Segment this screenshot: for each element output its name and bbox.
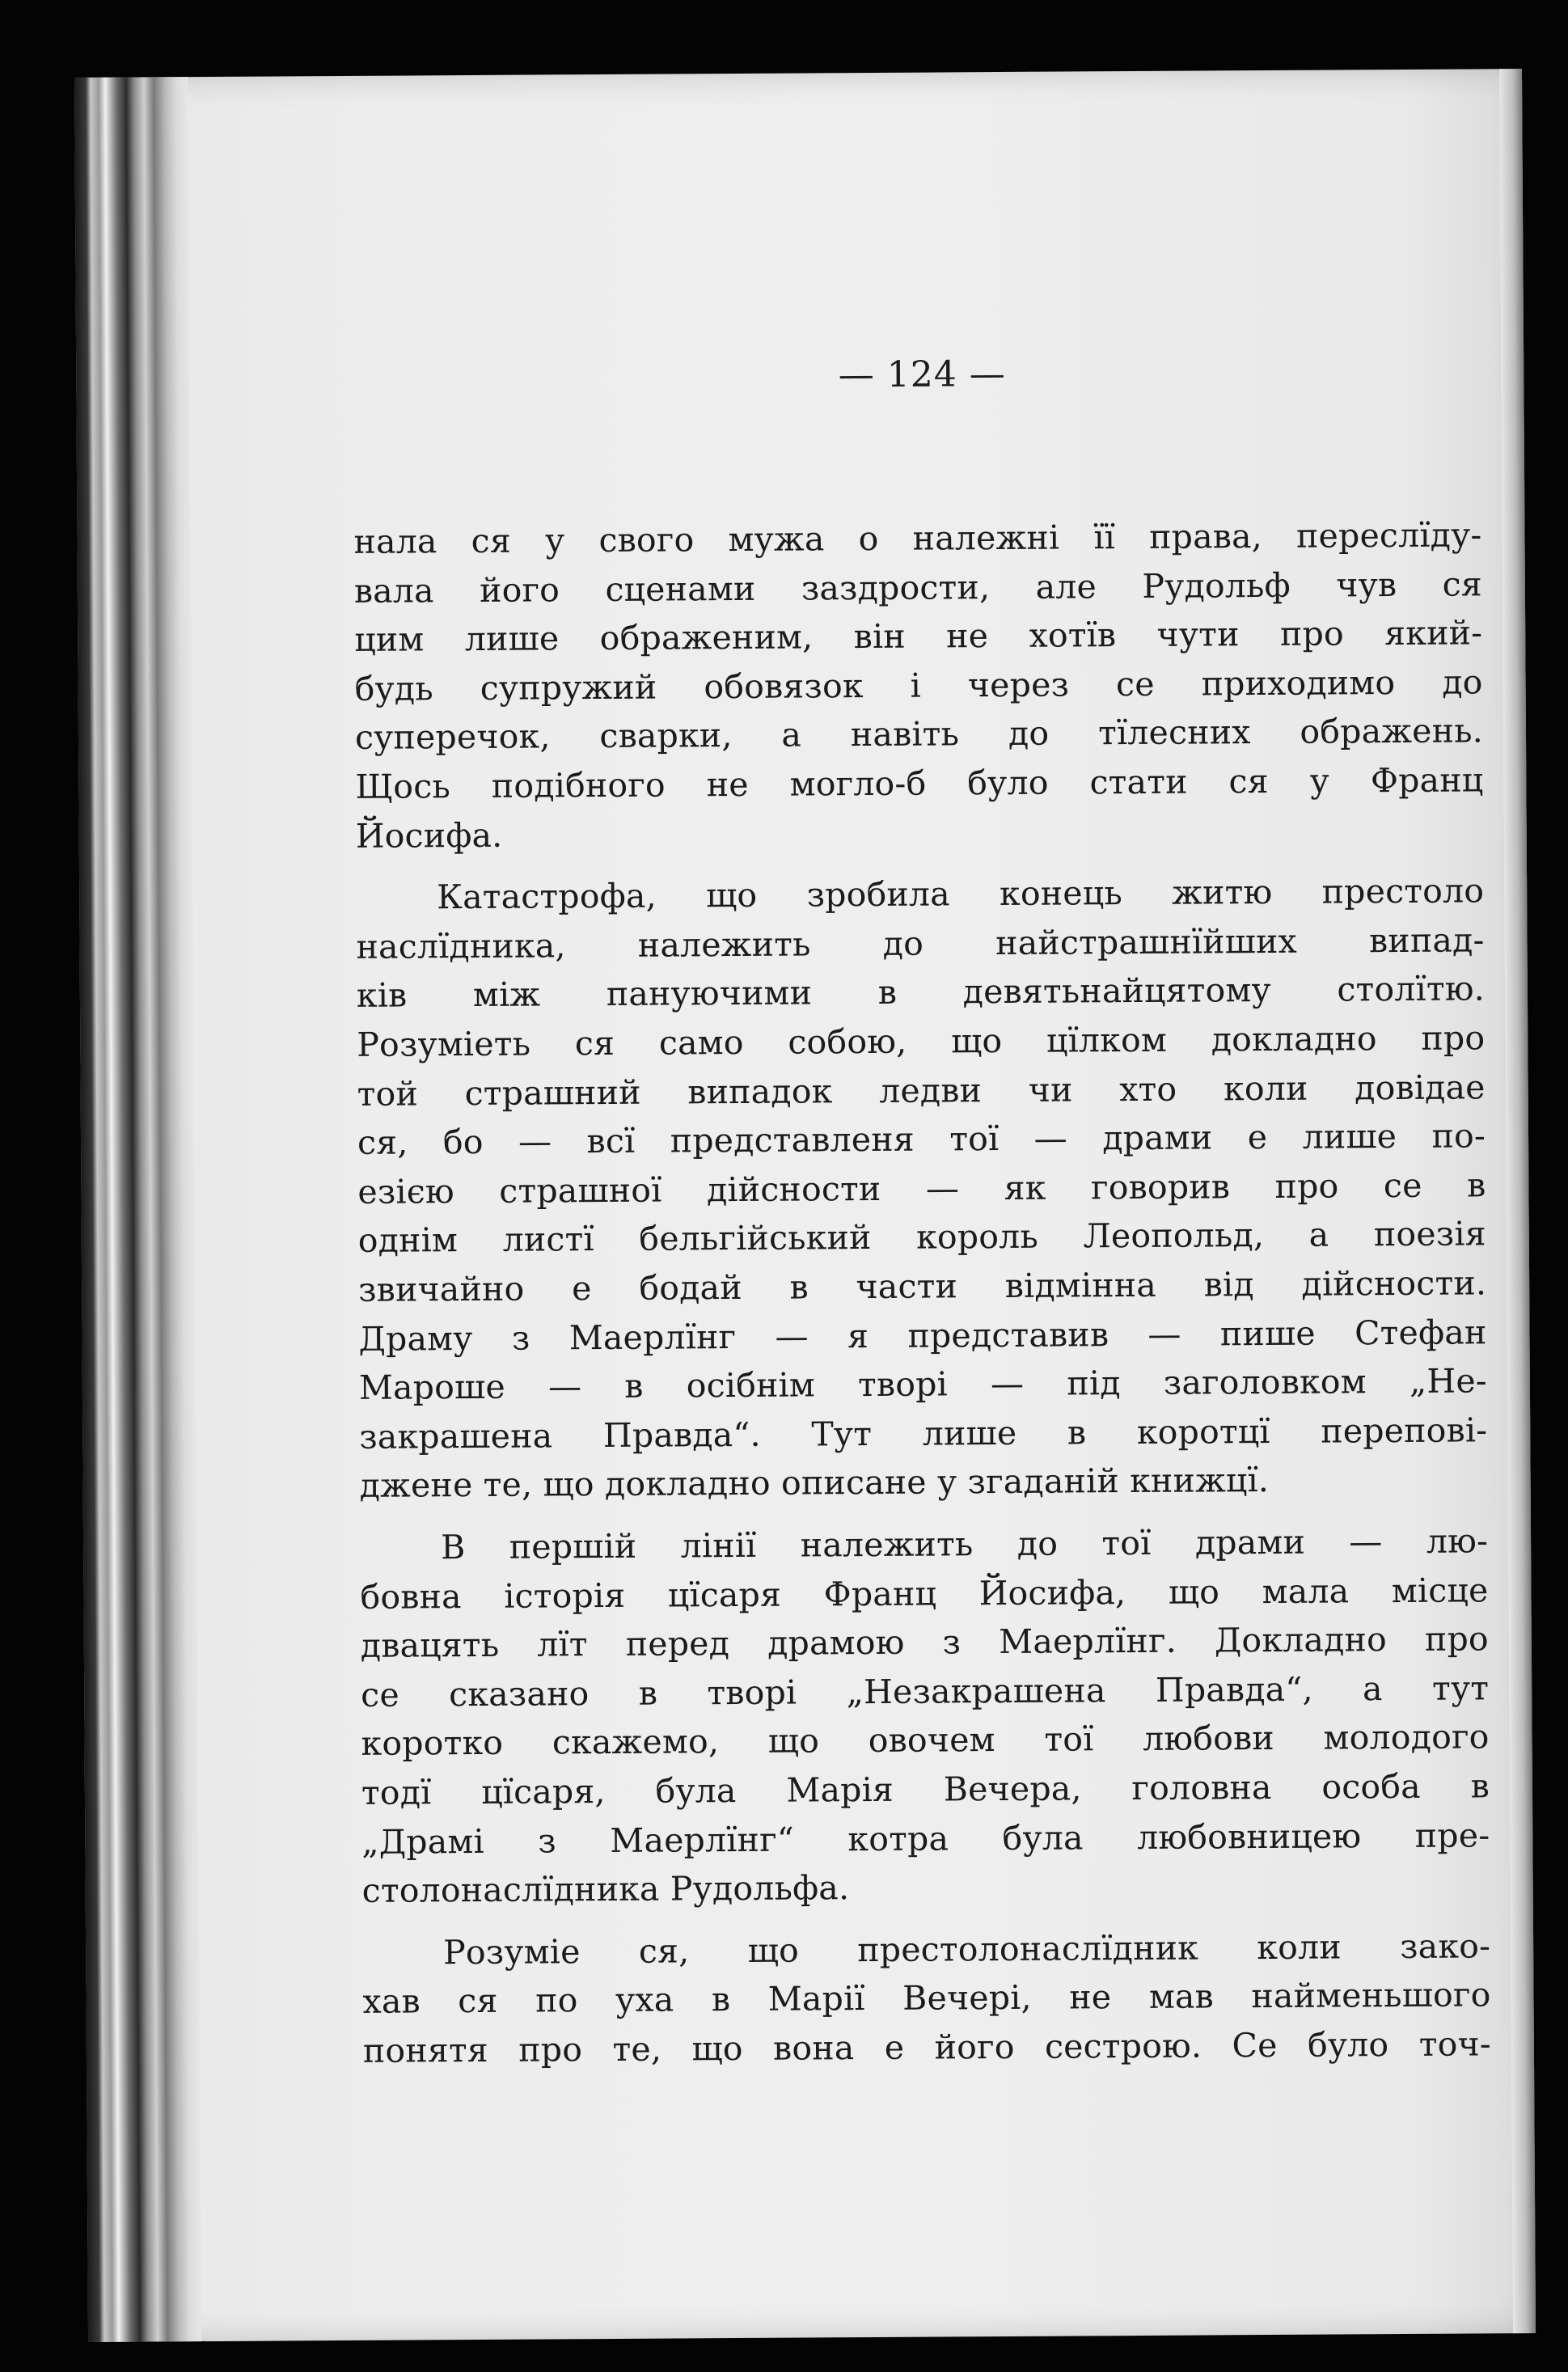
text-line: Мароше — в осібнім творі — під заголовком „Не- bbox=[358, 1361, 1488, 1407]
text-line: однім листї бельгійський король Леопольд, а поезія bbox=[357, 1214, 1486, 1260]
text-line: суперечок, сварки, а навіть до тїлесних ображень. bbox=[354, 711, 1484, 757]
page-right-edge bbox=[1499, 69, 1536, 2333]
text-line: будь супружий обовязок і через се приходимо до bbox=[354, 662, 1483, 708]
text-line: Щось подібного не могло-б було стати ся у Франц bbox=[355, 760, 1484, 806]
text-line: „Драмі з Маерлїнг“ котра була любовницею пре- bbox=[361, 1816, 1490, 1862]
text-line: коротко скажемо, що овочем тої любови молодого bbox=[361, 1717, 1490, 1763]
text-line: вала його сценами заздрости, але Рудольф чув ся bbox=[353, 564, 1483, 611]
text-line: се сказано в творі „Незакрашена Правда“, а тут bbox=[361, 1668, 1490, 1715]
text-line: джене те, що докладно описане у згаданій книжцї. bbox=[359, 1461, 1270, 1505]
page-text-block bbox=[351, 69, 1503, 2340]
text-line: Розуміе ся, що престолонаслїдник коли зако- bbox=[443, 1926, 1491, 1972]
text-line: Йосифа. bbox=[355, 815, 503, 856]
text-line: ся, бо — всї представленя тої — драми е лише по- bbox=[357, 1116, 1486, 1162]
page-number: — 124 — bbox=[838, 353, 1006, 396]
book-binding-edge bbox=[74, 77, 201, 2342]
text-line: бовна історія цїсаря Франц Йосифа, що мала місце bbox=[360, 1571, 1489, 1617]
text-line: нала ся у свого мужа о належні її права, переслїду- bbox=[353, 515, 1482, 561]
text-line: езією страшної дійсности — як говорив про се в bbox=[357, 1165, 1486, 1211]
text-line: В першій лінії належить до тої драми — лю- bbox=[440, 1521, 1489, 1567]
text-line: ків між пануючими в девятьнайцятому столїтю. bbox=[356, 969, 1486, 1015]
text-line: закрашена Правда“. Тут лише в коротцї перепові- bbox=[359, 1410, 1488, 1457]
text-line: тодї цїсаря, була Марія Вечера, головна особа в bbox=[361, 1766, 1490, 1812]
text-line: Катастрофа, що зробила конець житю престоло bbox=[437, 871, 1485, 917]
text-line: столонаслїдника Рудольфа. bbox=[361, 1868, 850, 1910]
text-line: понятя про те, що вона е його сестрою. Се було точ- bbox=[362, 2024, 1492, 2070]
text-line: звичайно е бодай в части відмінна від дійсности. bbox=[358, 1263, 1487, 1309]
text-line: наслїдника, належить до найстрашнїйших випад- bbox=[356, 920, 1485, 966]
text-line: хав ся по уха в Марії Вечері, не мав найменьшого bbox=[362, 1975, 1491, 2021]
book-page bbox=[74, 69, 1536, 2342]
text-line: Драму з Маерлїнг — я представив — пише Стефан bbox=[358, 1313, 1487, 1359]
text-line: Розуміеть ся само собою, що цїлком докладно про bbox=[357, 1018, 1486, 1064]
text-line: двацять лїт перед драмою з Маерлїнг. Докладно про bbox=[360, 1619, 1489, 1665]
text-line: цим лише ображеним, він не хотїв чути про який- bbox=[354, 613, 1483, 659]
text-line: той страшний випадок ледви чи хто коли довідае bbox=[357, 1068, 1486, 1114]
